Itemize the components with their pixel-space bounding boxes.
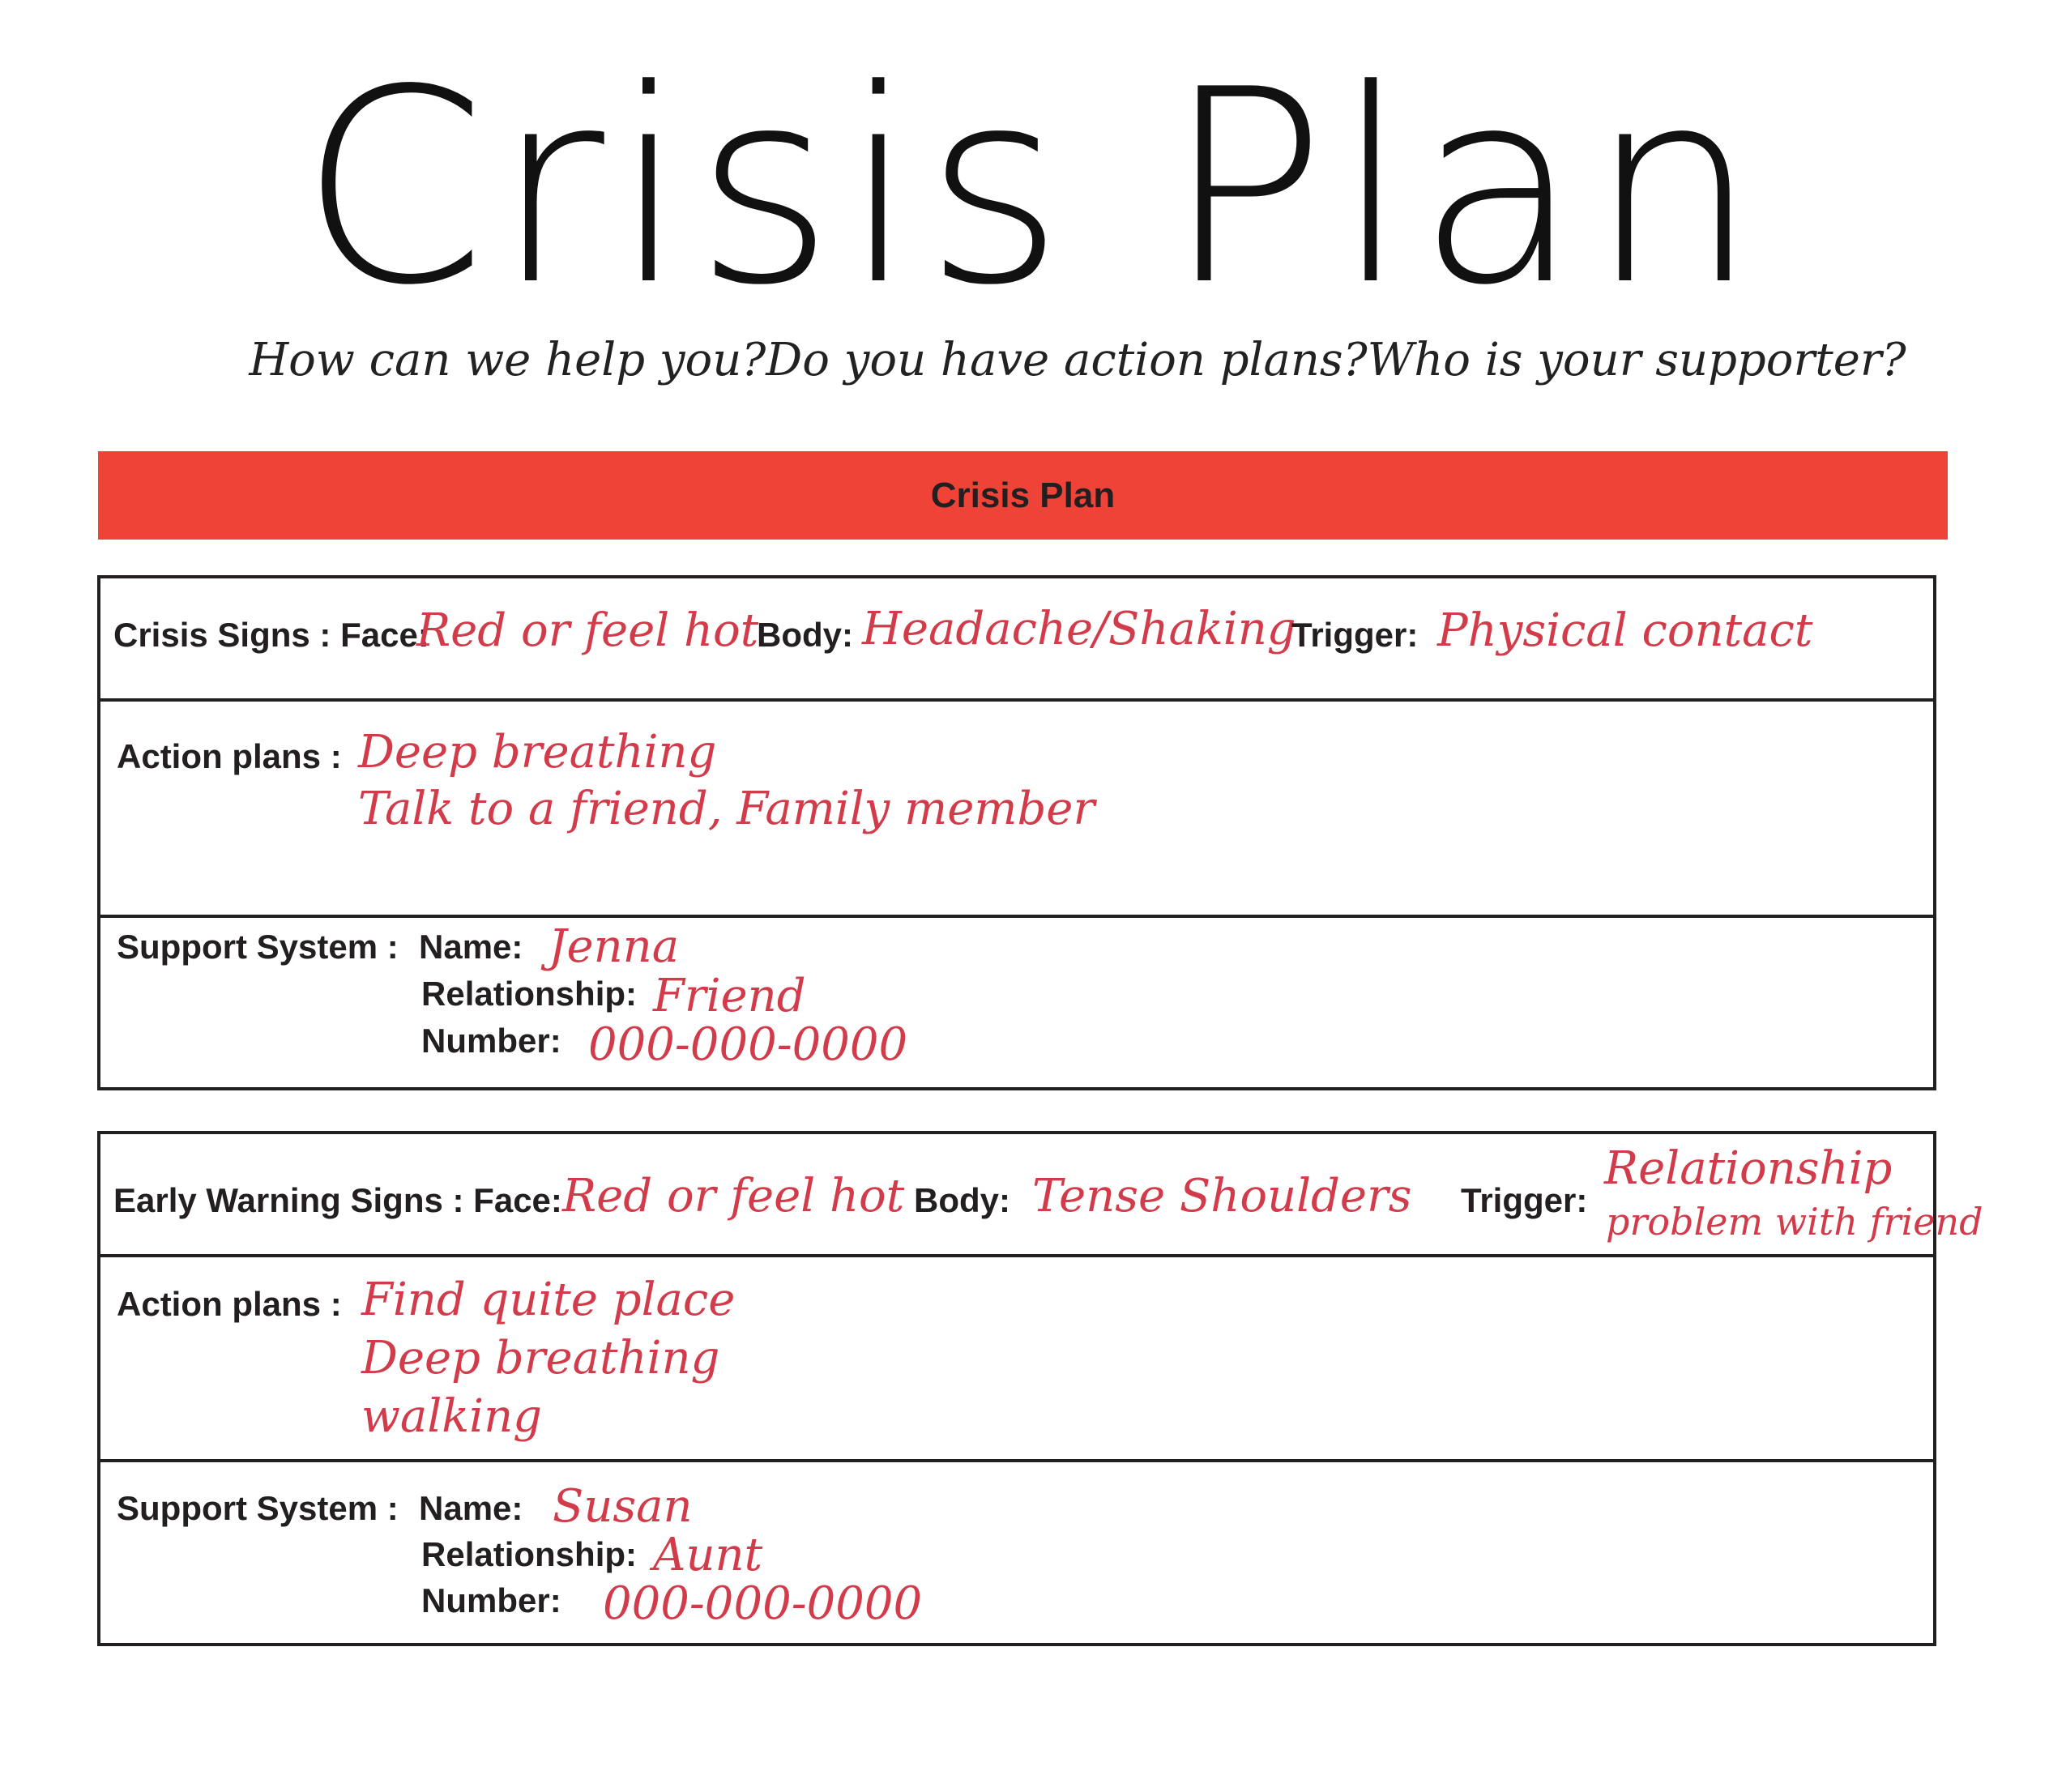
page-title: Crisis Plan: [299, 32, 1767, 343]
early-body-value[interactable]: Tense Shoulders: [1032, 1170, 1412, 1222]
row-divider: [100, 698, 1933, 702]
crisis-action-plans-label: Action plans :: [117, 737, 342, 775]
early-action-plans-label: Action plans :: [117, 1285, 342, 1323]
early-support-number-label: Number:: [421, 1581, 561, 1619]
early-trigger-label: Trigger:: [1461, 1181, 1588, 1219]
crisis-support-relationship-value[interactable]: Friend: [653, 970, 806, 1022]
section-banner: [98, 451, 1948, 540]
row-divider: [100, 1459, 1933, 1462]
early-support-relationship-value[interactable]: Aunt: [653, 1529, 763, 1581]
crisis-support-name-label: Name:: [419, 928, 523, 966]
crisis-action-item[interactable]: Talk to a friend, Family member: [358, 783, 1095, 835]
crisis-body-label: Body:: [757, 616, 853, 654]
early-face-value[interactable]: Red or feel hot: [562, 1170, 905, 1222]
crisis-signs-face-label: Crisis Signs : Face:: [113, 616, 429, 654]
page-subtitle: How can we help you?Do you have action plans?Who is your supporter?: [249, 334, 1906, 386]
crisis-support-number-label: Number:: [421, 1022, 561, 1060]
crisis-support-name-value[interactable]: Jenna: [549, 920, 680, 973]
crisis-plan-box: [97, 575, 1936, 1090]
early-support-name-value[interactable]: Susan: [553, 1480, 693, 1533]
early-body-label: Body:: [914, 1181, 1010, 1219]
early-warning-plan-box: [97, 1131, 1983, 1646]
crisis-support-number-value[interactable]: 000-000-0000: [588, 1018, 908, 1071]
banner-title: Crisis Plan: [930, 475, 1116, 515]
crisis-support-relationship-label: Relationship:: [421, 975, 638, 1013]
crisis-trigger-value[interactable]: Physical contact: [1437, 604, 1813, 657]
crisis-trigger-label: Trigger:: [1291, 616, 1419, 654]
early-trigger-value-line1[interactable]: Relationship: [1604, 1142, 1893, 1195]
early-support-number-value[interactable]: 000-000-0000: [603, 1577, 923, 1630]
crisis-support-system-label: Support System :: [117, 928, 399, 966]
early-action-item[interactable]: Deep breathing: [361, 1332, 720, 1385]
row-divider: [100, 1254, 1933, 1257]
crisis-face-value[interactable]: Red or feel hot: [416, 604, 759, 657]
early-support-system-label: Support System :: [117, 1489, 399, 1527]
early-signs-face-label: Early Warning Signs : Face:: [113, 1181, 562, 1219]
early-action-item[interactable]: walking: [361, 1390, 542, 1443]
early-support-name-label: Name:: [419, 1489, 523, 1527]
row-divider: [100, 915, 1933, 918]
early-support-relationship-label: Relationship:: [421, 1535, 638, 1573]
crisis-action-item[interactable]: Deep breathing: [358, 726, 717, 779]
crisis-body-value[interactable]: Headache/Shaking: [862, 603, 1296, 655]
early-trigger-value-line2[interactable]: problem with friend: [1606, 1200, 1983, 1244]
early-action-item[interactable]: Find quite place: [361, 1274, 736, 1326]
